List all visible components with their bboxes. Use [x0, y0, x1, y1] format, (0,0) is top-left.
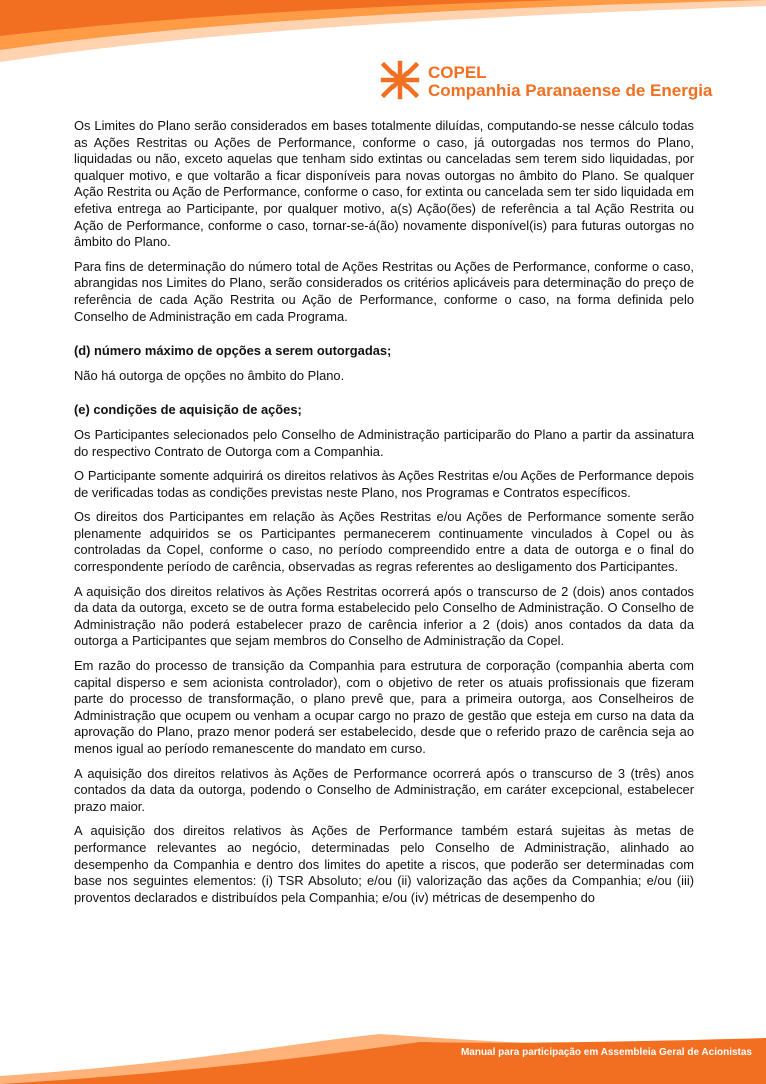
paragraph-performance-shares-vesting: A aquisição dos direitos relativos às Ações de Performance ocorrerá após o transcurso de 3 (três) anos contados da data da outorga, podendo o Conselho de Administração, em caráter excepcional, estabelecer prazo maior.: [74, 765, 694, 814]
document-body: [74, 118, 694, 914]
company-full-name: Companhia Paranaense de Energia: [428, 81, 713, 100]
paragraph-participant-rights: Os direitos dos Participantes em relação às Ações Restritas e/ou Ações de Performance somente serão plenamente adquiridos se os Participantes permanecerem continuamente vinculados à Copel ou às controladas da Copel, conforme o caso, no período compreendido entre a data de outorga e o final do correspondente período de carência, observadas as regras referentes ao desligamento dos Participantes.: [74, 509, 694, 575]
company-short-name: COPEL: [428, 63, 487, 82]
paragraph-plan-limits: Os Limites do Plano serão considerados em bases totalmente diluídas, computando-se nesse cálculo todas as Ações Restritas ou Ações de Performance, conforme o caso, já outorgadas nos termos do Plano, liquidadas ou não, exceto aquelas que tenham sido extintas ou canceladas sem terem sido liquidadas, por qualquer motivo, e que voltarão a ficar disponíveis para novas outorgas no âmbito do Plano. Se qualquer Ação Restrita ou Ação de Performance, conforme o caso, for extinta ou cancelada sem ter sido liquidada em efetiva entrega ao Participante, por qualquer motivo, a(s) Ação(ões) de referência a tal Ação Restrita ou Ação de Performance, conforme o caso, tornar-se-á(ão) novamente disponível(is) para futuras outorgas no âmbito do Plano.: [74, 118, 694, 250]
paragraph-performance-targets: A aquisição dos direitos relativos às Ações de Performance também estará sujeitas às metas de performance relevantes ao negócio, determinadas pelo Conselho de Administração, alinhado ao desempenho da Companhia e dentro dos limites do apetite a riscos, que poderão ser determinadas com base nos seguintes elementos: (i) TSR Absoluto; e/ou (ii) valorização das ações da Companhia; e/ou (iii) proventos declarados e distribuídos pela Companhia; e/ou (iv) métricas de desempenho do: [74, 823, 694, 905]
section-heading-e: (e) condições de aquisição de ações;: [74, 402, 302, 418]
paragraph-no-options: Não há outorga de opções no âmbito do Plano.: [74, 367, 345, 383]
company-logo: [380, 60, 713, 106]
paragraph-limits-count: Para fins de determinação do número total de Ações Restritas ou Ações de Performance, conforme o caso, abrangidas nos Limites do Plano, serão considerados os critérios aplicáveis para determinação do preço de referência de cada Ação Restrita ou Ação de Performance, conforme o caso, na forma definida pelo Conselho de Administração em cada Programa.: [74, 258, 694, 324]
paragraph-restricted-shares-vesting: A aquisição dos direitos relativos às Ações Restritas ocorrerá após o transcurso de 2 (dois) anos contados da data da outorga, exceto se de outra forma estabelecido pelo Conselho de Administração. O Conselho de Administração não poderá estabelecer prazo de carência inferior a 2 (dois) anos contados da data da outorga a Participantes que sejam membros do Conselho de Administração da Copel.: [74, 583, 694, 649]
paragraph-transition: Em razão do processo de transição da Companhia para estrutura de corporação (companhia aberta com capital disperso e sem acionista controlador), com o objetivo de reter os atuais profissionais que fizeram parte do processo de transformação, o plano prevê que, para a primeira outorga, aos Conselheiros de Administração que ocupem ou venham a ocupar cargo no prazo de gestão que esteja em curso na data da aprovação do Plano, prazo menor poderá ser estabelecido, desde que o referido prazo de carência seja ao menos igual ao período remanescente do mandato em curso.: [74, 658, 694, 756]
section-heading-d: (d) número máximo de opções a serem outorgadas;: [74, 343, 392, 359]
footer-title: Manual para participação em Assembleia Geral de Acionistas: [460, 1047, 752, 1058]
copel-logo-icon: [380, 60, 420, 100]
paragraph-participants: Os Participantes selecionados pelo Conselho de Administração participarão do Plano a partir da assinatura do respectivo Contrato de Outorga com a Companhia.: [74, 426, 694, 459]
paragraph-rights-acquisition: O Participante somente adquirirá os direitos relativos às Ações Restritas e/ou Ações de Performance depois de verificadas todas as condições previstas neste Plano, nos Programas e Contratos específicos.: [74, 468, 694, 500]
footer-decoration: [0, 1032, 766, 1084]
